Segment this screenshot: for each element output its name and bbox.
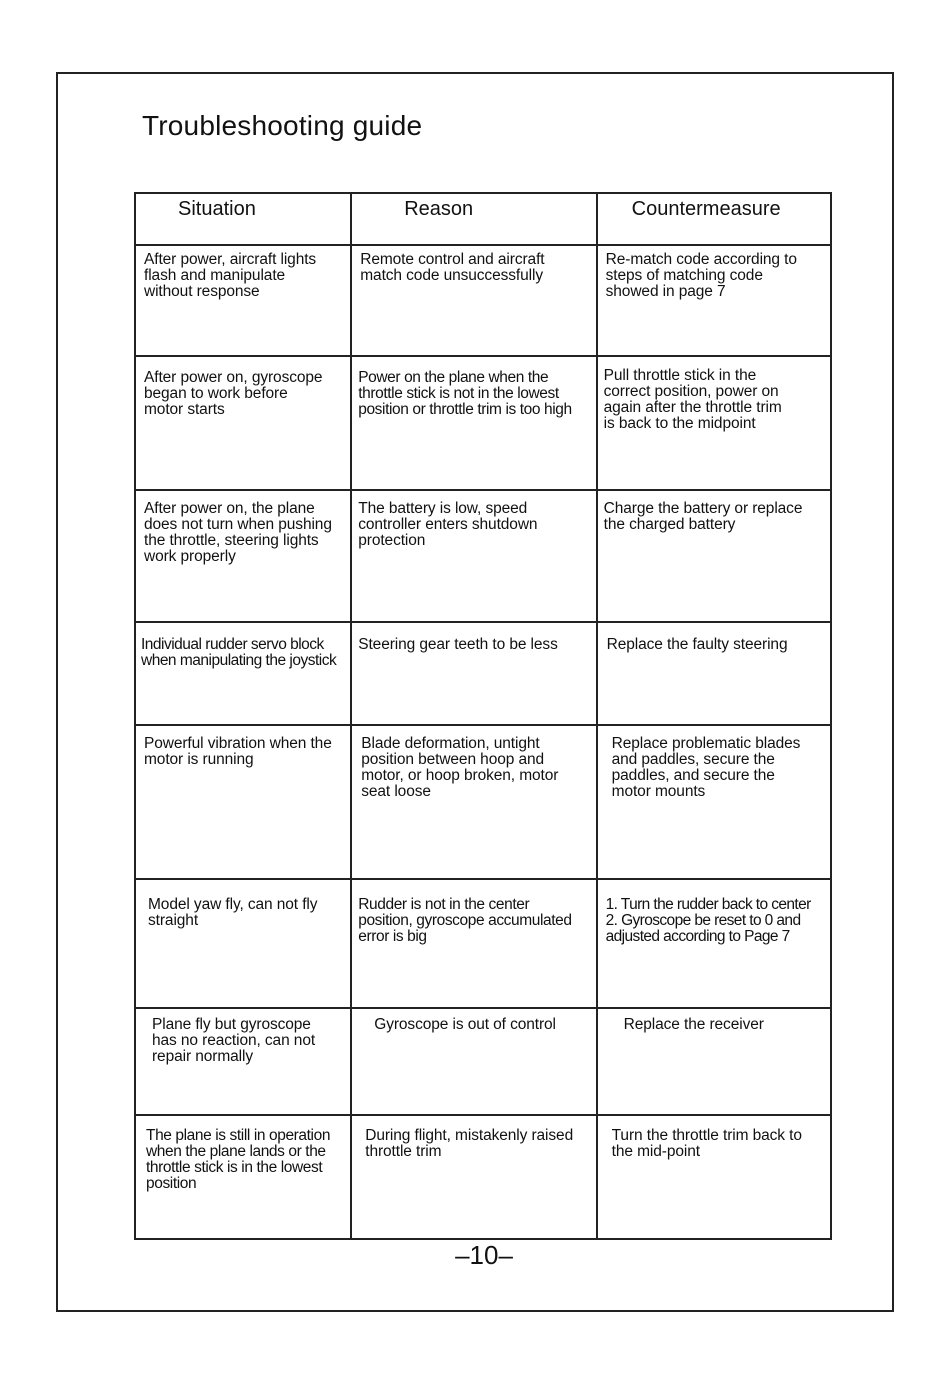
- page-title: Troubleshooting guide: [142, 110, 423, 141]
- countermeasure-cell: Replace the faulty steering: [597, 622, 831, 725]
- column-header-situation: Situation: [135, 193, 351, 245]
- situation-cell: After power on, gyroscope began to work before motor starts: [135, 356, 351, 490]
- reason-cell: Rudder is not in the center position, gyroscope accumulated error is big: [351, 879, 596, 1008]
- reason-cell: The battery is low, speed controller enters shutdown protection: [351, 490, 596, 622]
- reason-cell: Power on the plane when the throttle stick is not in the lowest position or throttle trim is too high: [351, 356, 596, 490]
- situation-cell: Model yaw fly, can not fly straight: [135, 879, 351, 1008]
- situation-cell: Plane fly but gyroscope has no reaction, can not repair normally: [135, 1008, 351, 1115]
- countermeasure-cell: Charge the battery or replace the charged battery: [597, 490, 831, 622]
- table-row: [135, 1008, 831, 1115]
- reason-cell: During flight, mistakenly raised throttle trim: [351, 1115, 596, 1239]
- reason-cell: Remote control and aircraft match code unsuccessfully: [351, 245, 596, 356]
- situation-cell: Individual rudder servo block when manipulating the joystick: [135, 622, 351, 725]
- situation-cell: The plane is still in operation when the plane lands or the throttle stick is in the lowest position: [135, 1115, 351, 1239]
- countermeasure-cell: Replace problematic blades and paddles, secure the paddles, and secure the motor mounts: [597, 725, 831, 879]
- table-row: [135, 725, 831, 879]
- countermeasure-cell: Turn the throttle trim back to the mid-point: [597, 1115, 831, 1239]
- reason-cell: Steering gear teeth to be less: [351, 622, 596, 725]
- table-row: [135, 622, 831, 725]
- page-number: –10–: [455, 1240, 513, 1270]
- table-row: [135, 490, 831, 622]
- table-row: [135, 245, 831, 356]
- countermeasure-cell: Re-match code according to steps of matching code showed in page 7: [597, 245, 831, 356]
- column-header-countermeasure: Countermeasure: [597, 193, 831, 245]
- troubleshooting-table: [134, 192, 832, 1240]
- situation-cell: Powerful vibration when the motor is running: [135, 725, 351, 879]
- header-row: [135, 193, 831, 245]
- table-row: [135, 1115, 831, 1239]
- column-header-reason: Reason: [351, 193, 596, 245]
- reason-cell: Blade deformation, untight position between hoop and motor, or hoop broken, motor seat loose: [351, 725, 596, 879]
- table-row: [135, 356, 831, 490]
- situation-cell: After power, aircraft lights flash and manipulate without response: [135, 245, 351, 356]
- situation-cell: After power on, the plane does not turn when pushing the throttle, steering lights work properly: [135, 490, 351, 622]
- reason-cell: Gyroscope is out of control: [351, 1008, 596, 1115]
- table-row: [135, 879, 831, 1008]
- countermeasure-cell: 1. Turn the rudder back to center 2. Gyroscope be reset to 0 and adjusted according to Page 7: [597, 879, 831, 1008]
- countermeasure-cell: Replace the receiver: [597, 1008, 831, 1115]
- countermeasure-cell: Pull throttle stick in the correct position, power on again after the throttle trim is back to the midpoint: [597, 356, 831, 490]
